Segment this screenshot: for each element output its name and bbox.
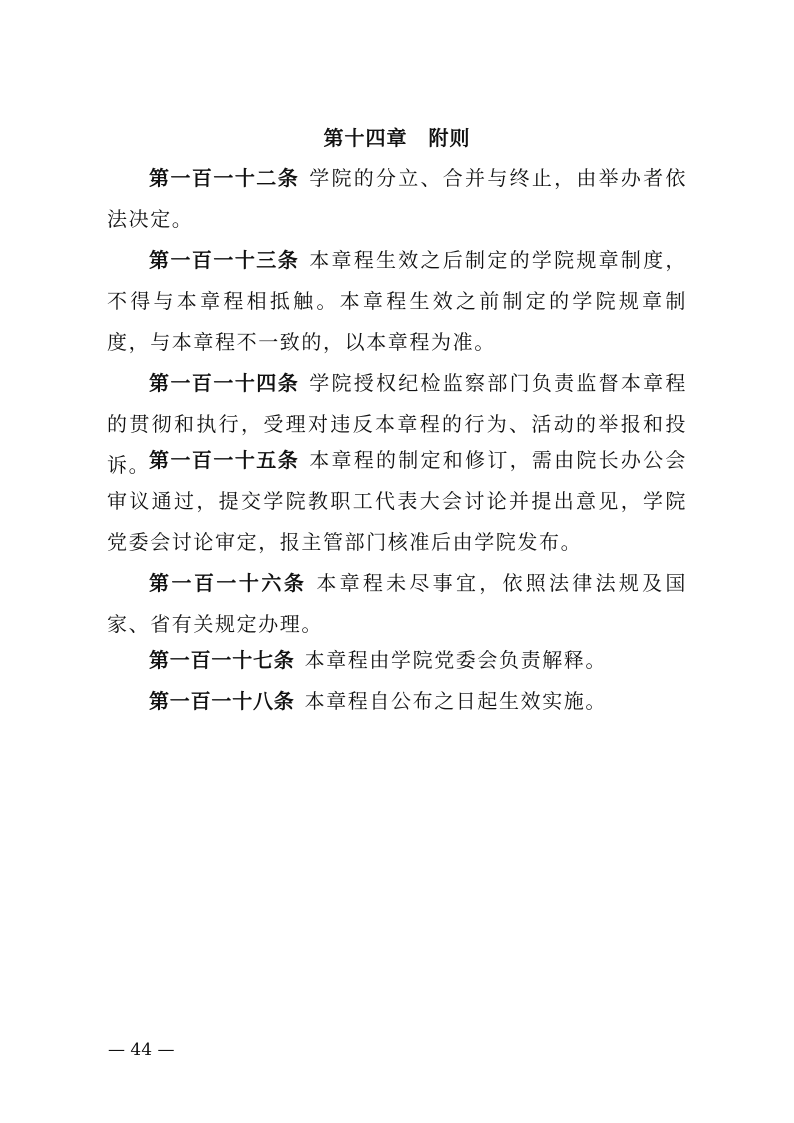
article-text: 学院授权纪检监察部门负责监督本章程的贯彻和执行，受理对违反本章程的行为、活动的举报和投诉。 bbox=[107, 371, 687, 477]
article-text: 本章程未尽事宜，依照法律法规及国家、省有关规定办理。 bbox=[107, 571, 687, 636]
article-number: 第一百一十三条 bbox=[149, 248, 300, 272]
article-text: 本章程生效之后制定的学院规章制度，不得与本章程相抵触。本章程生效之前制定的学院规章制度，与本章程不一致的，以本章程为准。 bbox=[107, 248, 687, 354]
chapter-title: 第十四章 附则 bbox=[323, 126, 471, 150]
article-number: 第一百一十二条 bbox=[149, 166, 300, 190]
article-number: 第一百一十八条 bbox=[149, 689, 295, 713]
article-number: 第一百一十七条 bbox=[149, 648, 295, 672]
article-text: 本章程由学院党委会负责解释。 bbox=[304, 648, 608, 672]
article-text: 本章程自公布之日起生效实施。 bbox=[304, 689, 608, 713]
article-number: 第一百一十六条 bbox=[149, 571, 307, 595]
article-112 bbox=[107, 158, 687, 240]
article-text: 本章程的制定和修订，需由院长办公会审议通过，提交学院教职工代表大会讨论并提出意见，学院党委会讨论审定，报主管部门核准后由学院发布。 bbox=[107, 448, 687, 554]
article-number: 第一百一十四条 bbox=[149, 371, 300, 395]
article-number: 第一百一十五条 bbox=[149, 448, 300, 472]
article-118 bbox=[107, 681, 687, 722]
page-number: — 44 — bbox=[108, 1040, 175, 1060]
article-117 bbox=[107, 640, 687, 681]
article-115 bbox=[107, 440, 687, 563]
article-113 bbox=[107, 240, 687, 363]
article-116 bbox=[107, 563, 687, 645]
article-text: 学院的分立、合并与终止，由举办者依法决定。 bbox=[107, 166, 687, 231]
